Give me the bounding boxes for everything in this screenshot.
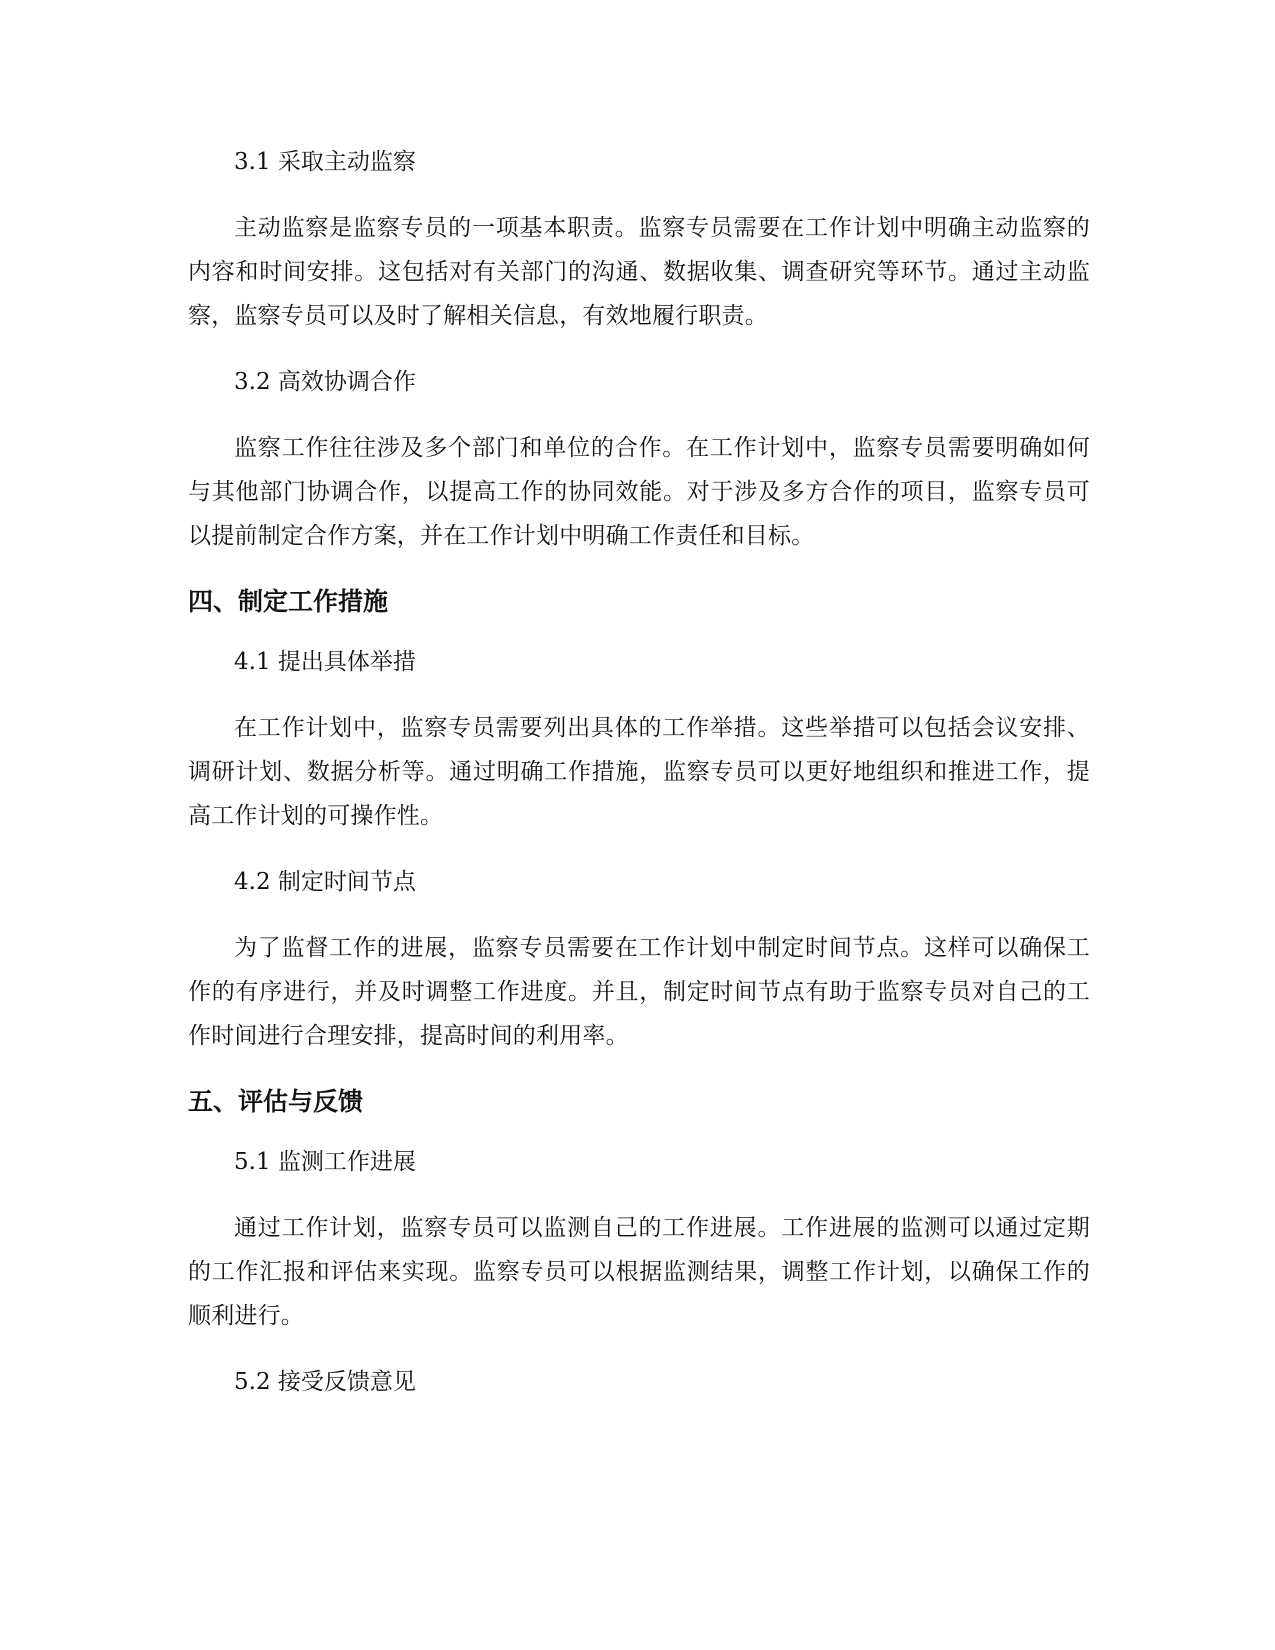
subheading-5-1: 5.1 监测工作进展	[234, 1149, 416, 1175]
subheading-3-1: 3.1 采取主动监察	[234, 149, 416, 175]
section-heading-5: 五、评估与反馈	[188, 1087, 364, 1116]
paragraph-5-1: 通过工作计划，监察专员可以监测自己的工作进展。工作进展的监测可以通过定期的工作汇报和评估来实现。监察专员可以根据监测结果，调整工作计划，以确保工作的顺利进行。	[188, 1215, 1090, 1329]
paragraph-4-2: 为了监督工作的进展，监察专员需要在工作计划中制定时间节点。这样可以确保工作的有序进行，并及时调整工作进度。并且，制定时间节点有助于监察专员对自己的工作时间进行合理安排，提高时间的利用率。	[188, 935, 1090, 1049]
subheading-3-2: 3.2 高效协调合作	[234, 369, 416, 395]
subheading-4-2: 4.2 制定时间节点	[234, 869, 416, 895]
document-body	[188, 140, 1090, 1426]
subheading-5-2: 5.2 接受反馈意见	[234, 1369, 416, 1395]
section-heading-4: 四、制定工作措施	[188, 587, 389, 616]
paragraph-4-1: 在工作计划中，监察专员需要列出具体的工作举措。这些举措可以包括会议安排、调研计划、数据分析等。通过明确工作措施，监察专员可以更好地组织和推进工作，提高工作计划的可操作性。	[188, 715, 1090, 829]
subheading-4-1: 4.1 提出具体举措	[234, 649, 416, 675]
paragraph-3-1: 主动监察是监察专员的一项基本职责。监察专员需要在工作计划中明确主动监察的内容和时间安排。这包括对有关部门的沟通、数据收集、调查研究等环节。通过主动监察，监察专员可以及时了解相关信息，有效地履行职责。	[188, 215, 1090, 329]
paragraph-3-2: 监察工作往往涉及多个部门和单位的合作。在工作计划中，监察专员需要明确如何与其他部门协调合作，以提高工作的协同效能。对于涉及多方合作的项目，监察专员可以提前制定合作方案，并在工作计划中明确工作责任和目标。	[188, 435, 1090, 549]
